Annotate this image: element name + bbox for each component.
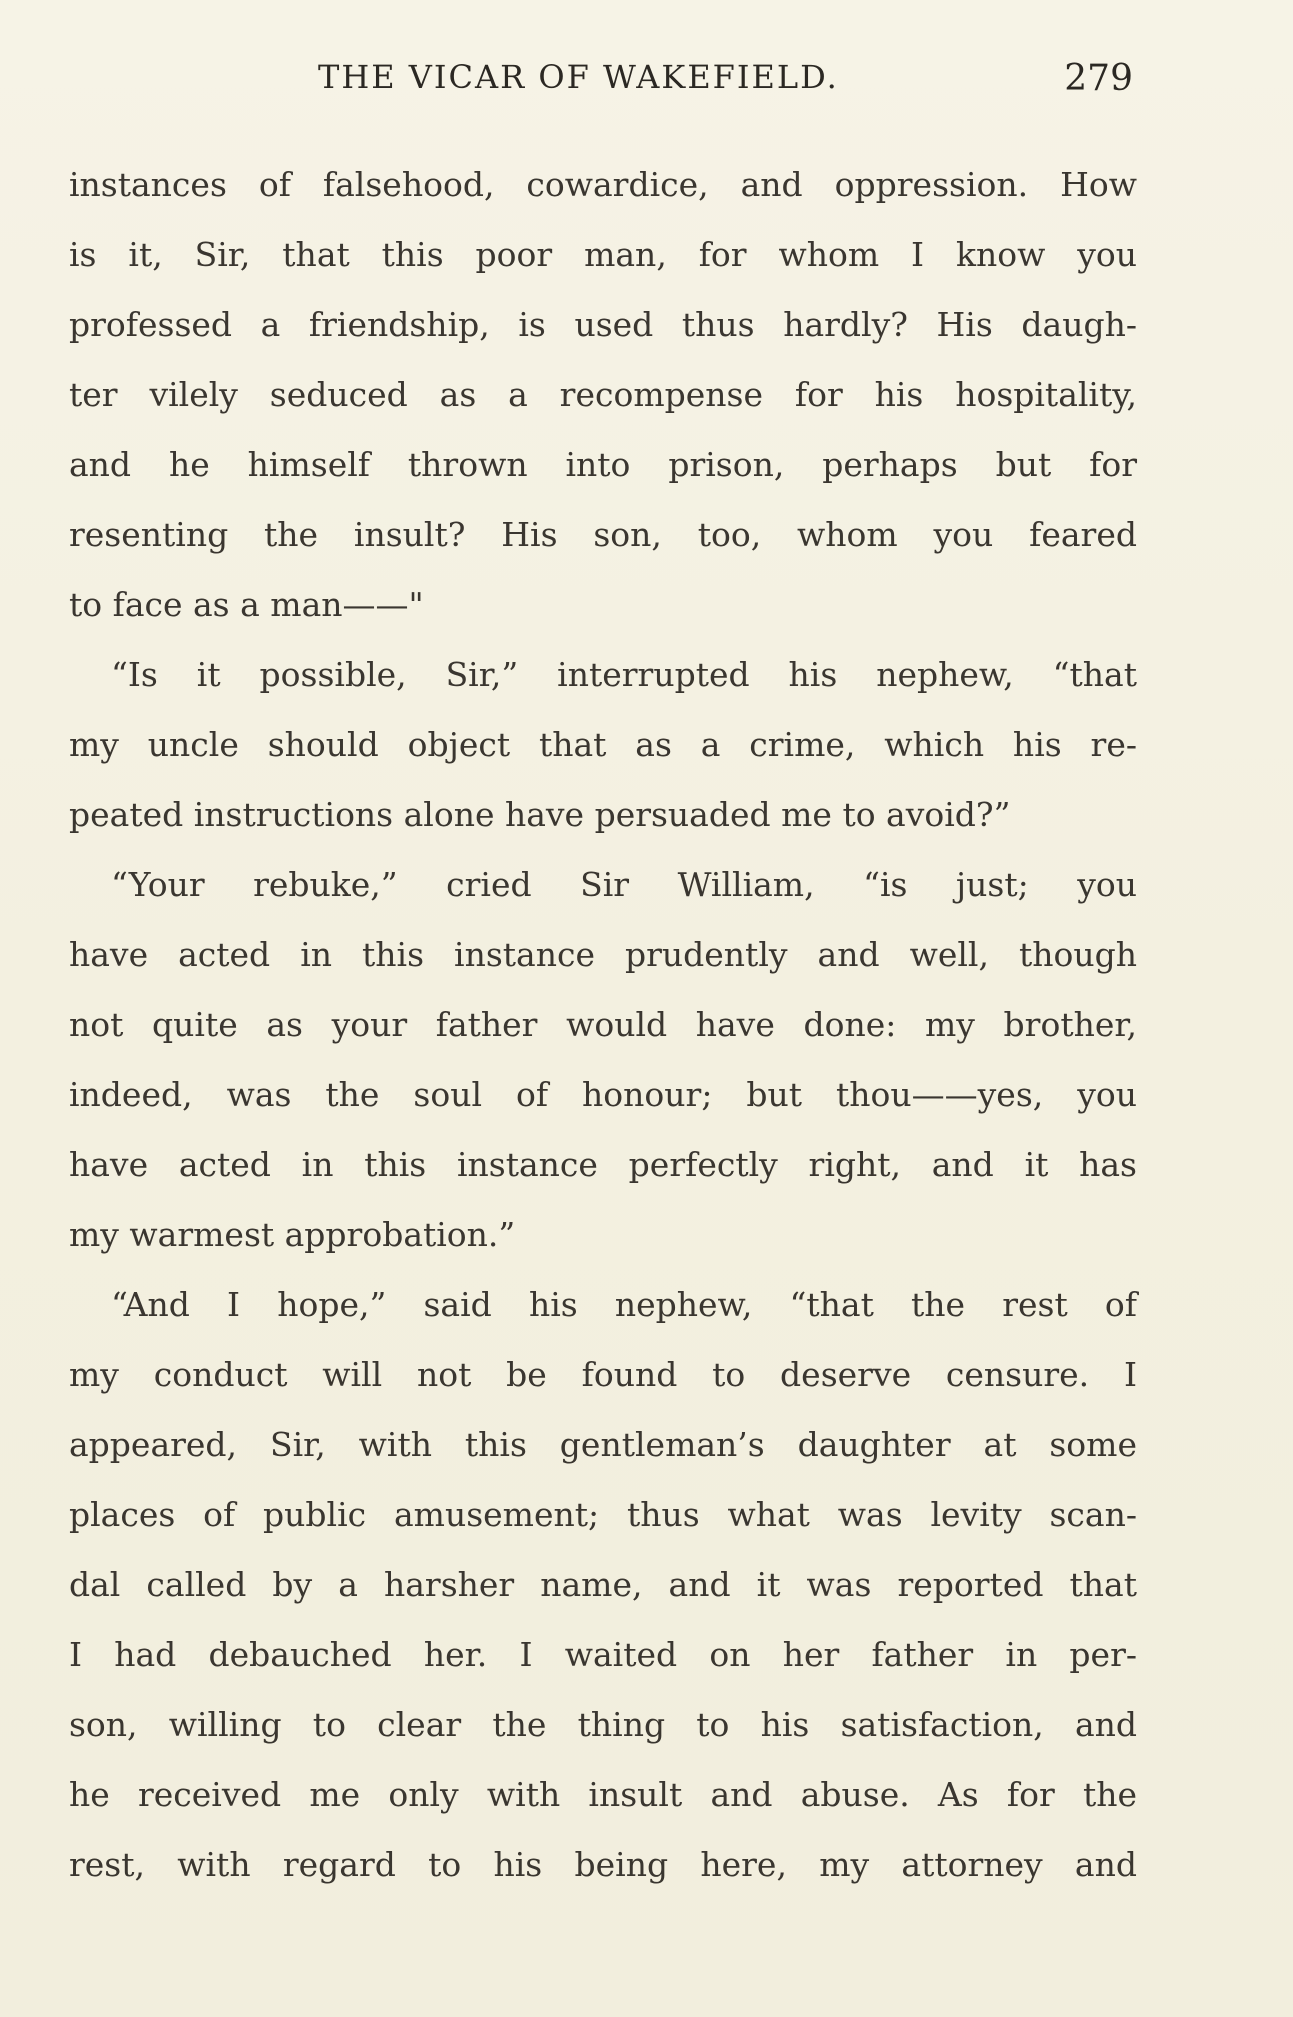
text-line: son, willing to clear the thing to his satisfaction, and [69, 1705, 1137, 1744]
running-head: THE VICAR OF WAKEFIELD. [318, 58, 839, 96]
text-line: is it, Sir, that this poor man, for whom I know you [69, 235, 1137, 274]
text-line: not quite as your father would have done: my brother, [69, 1005, 1137, 1044]
text-line: ter vilely seduced as a recompense for his hospitality, [69, 375, 1137, 414]
text-line: have acted in this instance prudently and well, though [69, 935, 1137, 974]
text-line: my warmest approbation.” [69, 1215, 516, 1254]
text-line: have acted in this instance perfectly right, and it has [69, 1145, 1137, 1184]
text-line: resenting the insult? His son, too, whom you feared [69, 515, 1137, 554]
body-text [69, 150, 1137, 1900]
text-line: my conduct will not be found to deserve censure. I [69, 1355, 1137, 1394]
text-line: my uncle should object that as a crime, which his re- [69, 725, 1137, 764]
page-number: 279 [1064, 58, 1133, 99]
text-line: “Is it possible, Sir,” interrupted his nephew, “that [111, 655, 1137, 694]
text-line: dal called by a harsher name, and it was reported that [69, 1565, 1137, 1604]
text-line: rest, with regard to his being here, my attorney and [69, 1845, 1137, 1884]
text-line: instances of falsehood, cowardice, and oppression. How [69, 165, 1137, 204]
text-line: indeed, was the soul of honour; but thou——yes, you [69, 1075, 1137, 1114]
text-line: to face as a man——" [69, 585, 424, 624]
text-line: I had debauched her. I waited on her father in per- [69, 1635, 1137, 1674]
text-line: and he himself thrown into prison, perhaps but for [69, 445, 1137, 484]
text-line: appeared, Sir, with this gentleman’s daughter at some [69, 1425, 1137, 1464]
text-line: he received me only with insult and abuse. As for the [69, 1775, 1137, 1814]
text-line: places of public amusement; thus what was levity scan- [69, 1495, 1137, 1534]
text-line: peated instructions alone have persuaded me to avoid?” [69, 795, 1011, 834]
text-line: “Your rebuke,” cried Sir William, “is just; you [111, 865, 1137, 904]
text-line: “And I hope,” said his nephew, “that the rest of [111, 1285, 1137, 1324]
text-line: professed a friendship, is used thus hardly? His daugh- [69, 305, 1137, 344]
